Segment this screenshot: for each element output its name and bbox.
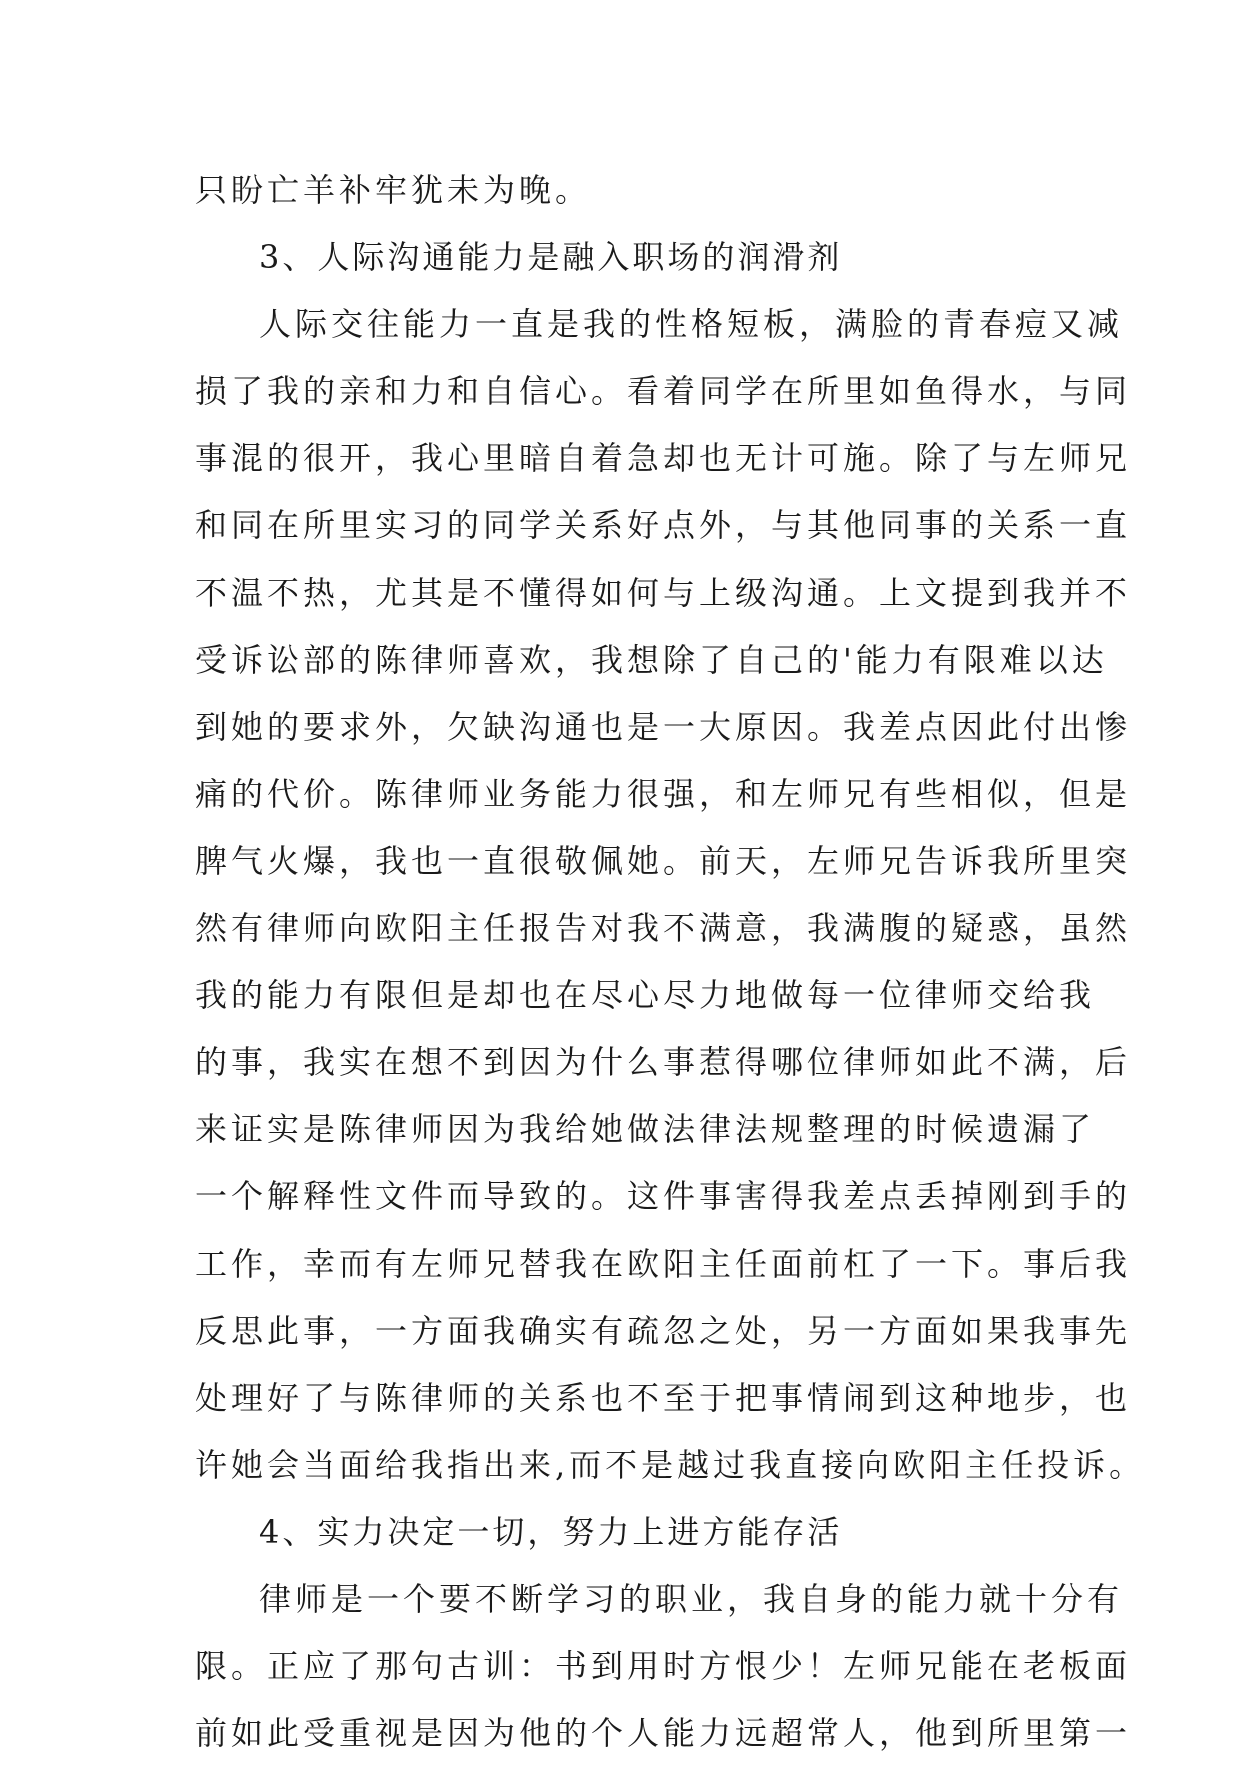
paragraph-line: 不温不热，尤其是不懂得如何与上级沟通。上文提到我并不: [195, 573, 1132, 612]
paragraph-line: 只盼亡羊补牢犹未为晚。: [195, 171, 592, 209]
paragraph-line: 脾气火爆，我也一直很敬佩她。前天，左师兄告诉我所里突: [195, 841, 1132, 880]
paragraph-line: 受诉讼部的陈律师喜欢，我想除了自己的'能力有限难以达: [195, 640, 1108, 679]
paragraph-line: 律师是一个要不断学习的职业，我自身的能力就十分有: [259, 1579, 1124, 1618]
paragraph-line: 的事，我实在想不到因为什么事惹得哪位律师如此不满，后: [195, 1043, 1132, 1082]
paragraph-line: 来证实是陈律师因为我给她做法律法规整理的时候遗漏了: [195, 1110, 1096, 1149]
paragraph-line: 限。正应了那句古训：书到用时方恨少！左师兄能在老板面: [195, 1647, 1132, 1686]
section-heading-3: 3、人际沟通能力是融入职场的润滑剂: [259, 238, 843, 277]
paragraph-line: 我的能力有限但是却也在尽心尽力地做每一位律师交给我: [195, 976, 1096, 1015]
paragraph-line: 痛的代价。陈律师业务能力很强，和左师兄有些相似，但是: [195, 774, 1132, 813]
paragraph-line: 工作，幸而有左师兄替我在欧阳主任面前杠了一下。事后我: [195, 1244, 1132, 1283]
paragraph-line: 损了我的亲和力和自信心。看着同学在所里如鱼得水，与同: [195, 372, 1132, 411]
paragraph-line: 一个解释性文件而导致的。这件事害得我差点丢掉刚到手的: [195, 1177, 1132, 1216]
paragraph-line: 和同在所里实习的同学关系好点外，与其他同事的关系一直: [195, 506, 1132, 545]
document-body: [195, 157, 1146, 1767]
paragraph-line: 反思此事，一方面我确实有疏忽之处，另一方面如果我事先: [195, 1311, 1132, 1350]
section-heading-4: 4、实力决定一切，努力上进方能存活: [259, 1512, 843, 1551]
paragraph-line: 然有律师向欧阳主任报告对我不满意，我满腹的疑惑，虽然: [195, 909, 1132, 948]
paragraph-line: 处理好了与陈律师的关系也不至于把事情闹到这种地步，也: [195, 1378, 1132, 1417]
paragraph-line: 事混的很开，我心里暗自着急却也无计可施。除了与左师兄: [195, 439, 1132, 478]
paragraph-line: 人际交往能力一直是我的性格短板，满脸的青春痘又减: [259, 305, 1124, 344]
paragraph-line: 到她的要求外，欠缺沟通也是一大原因。我差点因此付出惨: [195, 707, 1132, 746]
paragraph-line: 前如此受重视是因为他的个人能力远超常人，他到所里第一: [195, 1714, 1132, 1753]
paragraph-line: 许她会当面给我指出来,而不是越过我直接向欧阳主任投诉。: [195, 1445, 1146, 1484]
